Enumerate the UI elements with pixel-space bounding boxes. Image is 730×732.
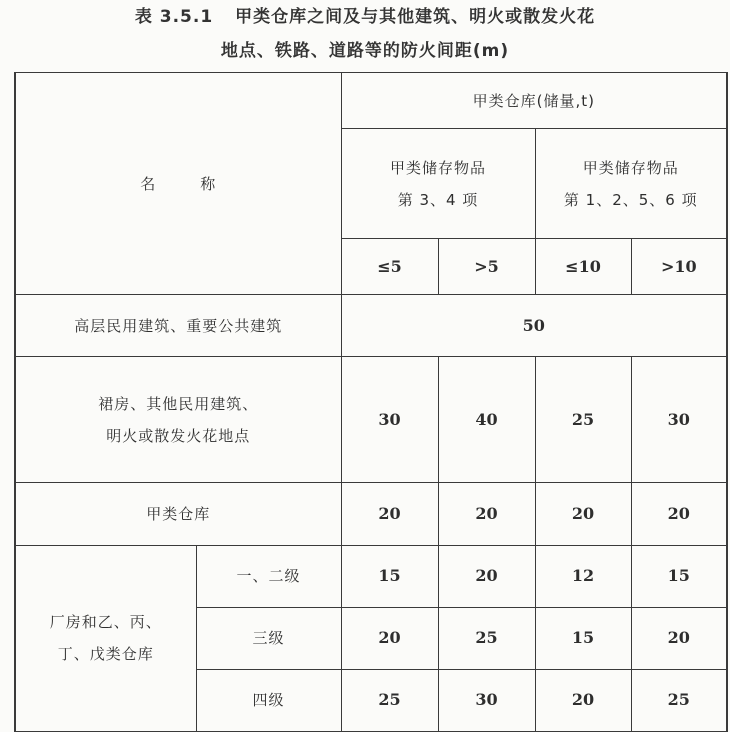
value-cell: 20 [535,669,631,731]
merged-value-cell: 50 [341,295,727,357]
value-cell: 12 [535,545,631,607]
category-b-line1: 甲类储存物品 [582,158,679,177]
fire-separation-table [14,72,728,732]
table-title [0,2,730,27]
row-label-line1: 裙房、其他民用建筑、 [98,394,259,413]
category-b-header [535,129,727,239]
row-label-line2: 丁、戊类仓库 [57,645,154,664]
value-cell: 20 [535,482,631,545]
value-cell: 20 [631,482,727,545]
grade-label: 四级 [196,669,341,731]
table-title-line1: 甲类仓库之间及与其他建筑、明火或散发火花 [235,7,596,27]
grade-label: 一、二级 [196,545,341,607]
value-cell: 30 [438,669,535,731]
value-cell: 20 [341,607,438,669]
name-header-char2: 称 [200,174,217,193]
value-cell: 40 [438,357,535,482]
value-cell: 20 [631,607,727,669]
value-cell: 15 [631,545,727,607]
row-label-line1: 厂房和乙、丙、 [49,613,162,632]
threshold-cell: ≤5 [341,239,438,295]
threshold-cell: >10 [631,239,727,295]
value-cell: 25 [535,357,631,482]
category-a-line2: 第 3、4 项 [397,190,479,209]
table-row [15,357,727,482]
category-b-line2: 第 1、2、5、6 项 [563,190,698,209]
header-row-group [15,73,727,129]
value-cell: 15 [535,607,631,669]
row-label: 高层民用建筑、重要公共建筑 [15,295,341,357]
category-a-line1: 甲类储存物品 [389,158,486,177]
table-row [15,482,727,545]
value-cell: 20 [438,482,535,545]
name-header-cell [15,73,341,295]
value-cell: 20 [341,482,438,545]
table-title-line2: 地点、铁路、道路等的防火间距(m) [220,41,510,61]
value-cell: 25 [631,669,727,731]
table-row [15,295,727,357]
row-label-line2: 明火或散发火花地点 [106,426,251,445]
table-number: 表 3.5.1 [134,7,214,27]
value-cell: 15 [341,545,438,607]
threshold-cell: >5 [438,239,535,295]
value-cell: 25 [438,607,535,669]
table-row [15,545,727,607]
name-header-char1: 名 [140,174,157,193]
threshold-cell: ≤10 [535,239,631,295]
value-cell: 20 [438,545,535,607]
value-cell: 25 [341,669,438,731]
row-label [15,357,341,482]
value-cell: 30 [341,357,438,482]
row-label [15,545,196,731]
value-cell: 30 [631,357,727,482]
storage-group-header: 甲类仓库(储量,t) [341,73,727,129]
grade-label: 三级 [196,607,341,669]
row-label: 甲类仓库 [15,482,341,545]
category-a-header [341,129,535,239]
